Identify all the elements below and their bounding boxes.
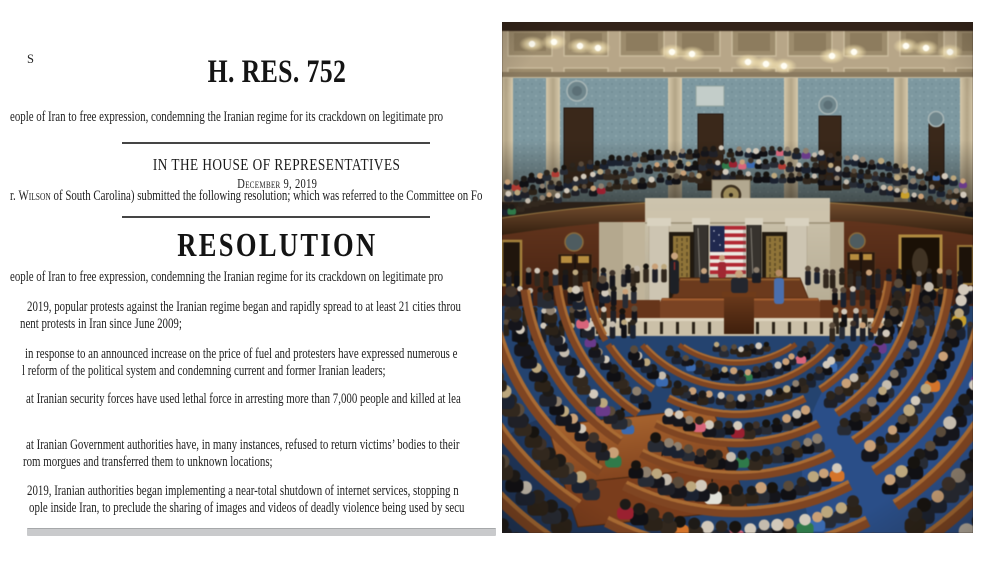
document-text-line: l reform of the political system and condemning current and former Iranian leaders; <box>22 363 386 379</box>
document-text-line: at Iranian Government authorities have, in many instances, refused to return victims’ bodies to their <box>26 437 460 453</box>
sponsor-name: Wilson <box>18 188 51 204</box>
document-text-line: rom morgues and transferred them to unknown locations; <box>23 454 273 470</box>
resolution-heading: RESOLUTION <box>176 227 378 264</box>
document-text-line: ople inside Iran, to preclude the sharing of images and videos of deadly violence being used by secu <box>29 500 465 516</box>
sponsor-post: of South Carolina) submitted the following resolution; which was referred to the Committee on Fo <box>50 188 483 204</box>
sponsor-pre: r. <box>10 188 19 204</box>
divider-rule-bottom <box>122 216 430 218</box>
document-text-line: in response to an announced increase on the price of fuel and protesters have expressed numerous e <box>25 346 458 362</box>
date-line: December 9, 2019 <box>237 176 317 191</box>
document-text-line: at Iranian security forces have used lethal force in arresting more than 7,000 people and killed at lea <box>26 391 461 407</box>
house-chamber-photo <box>502 22 973 533</box>
document-text-line: 2019, popular protests against the Iranian regime began and rapidly spread to at least 21 cities throu <box>27 299 461 315</box>
document-text-line: eople of Iran to free expression, condemning the Iranian regime for its crackdown on legitimate pro <box>10 269 444 285</box>
document-text-line: 2019, Iranian authorities began implementing a near-total shutdown of internet services, stopping n <box>27 483 459 499</box>
divider-rule-top <box>122 142 430 144</box>
photo-vignette <box>502 22 973 533</box>
document-title: H. RES. 752 <box>207 54 347 90</box>
sponsor-line <box>10 189 482 205</box>
chamber-heading: IN THE HOUSE OF REPRESENTATIVES <box>153 155 401 174</box>
document-text-line: nent protests in Iran since June 2009; <box>20 316 182 332</box>
document-text-line: eople of Iran to free expression, condemning the Iranian regime for its crackdown on legitimate pro <box>10 109 444 125</box>
resolution-heading-wrap <box>0 227 502 265</box>
session-fragment: S <box>27 52 34 66</box>
chamber-line-wrap <box>0 155 502 175</box>
document-title-wrap <box>0 54 502 91</box>
horizontal-scrollbar[interactable] <box>27 528 496 536</box>
